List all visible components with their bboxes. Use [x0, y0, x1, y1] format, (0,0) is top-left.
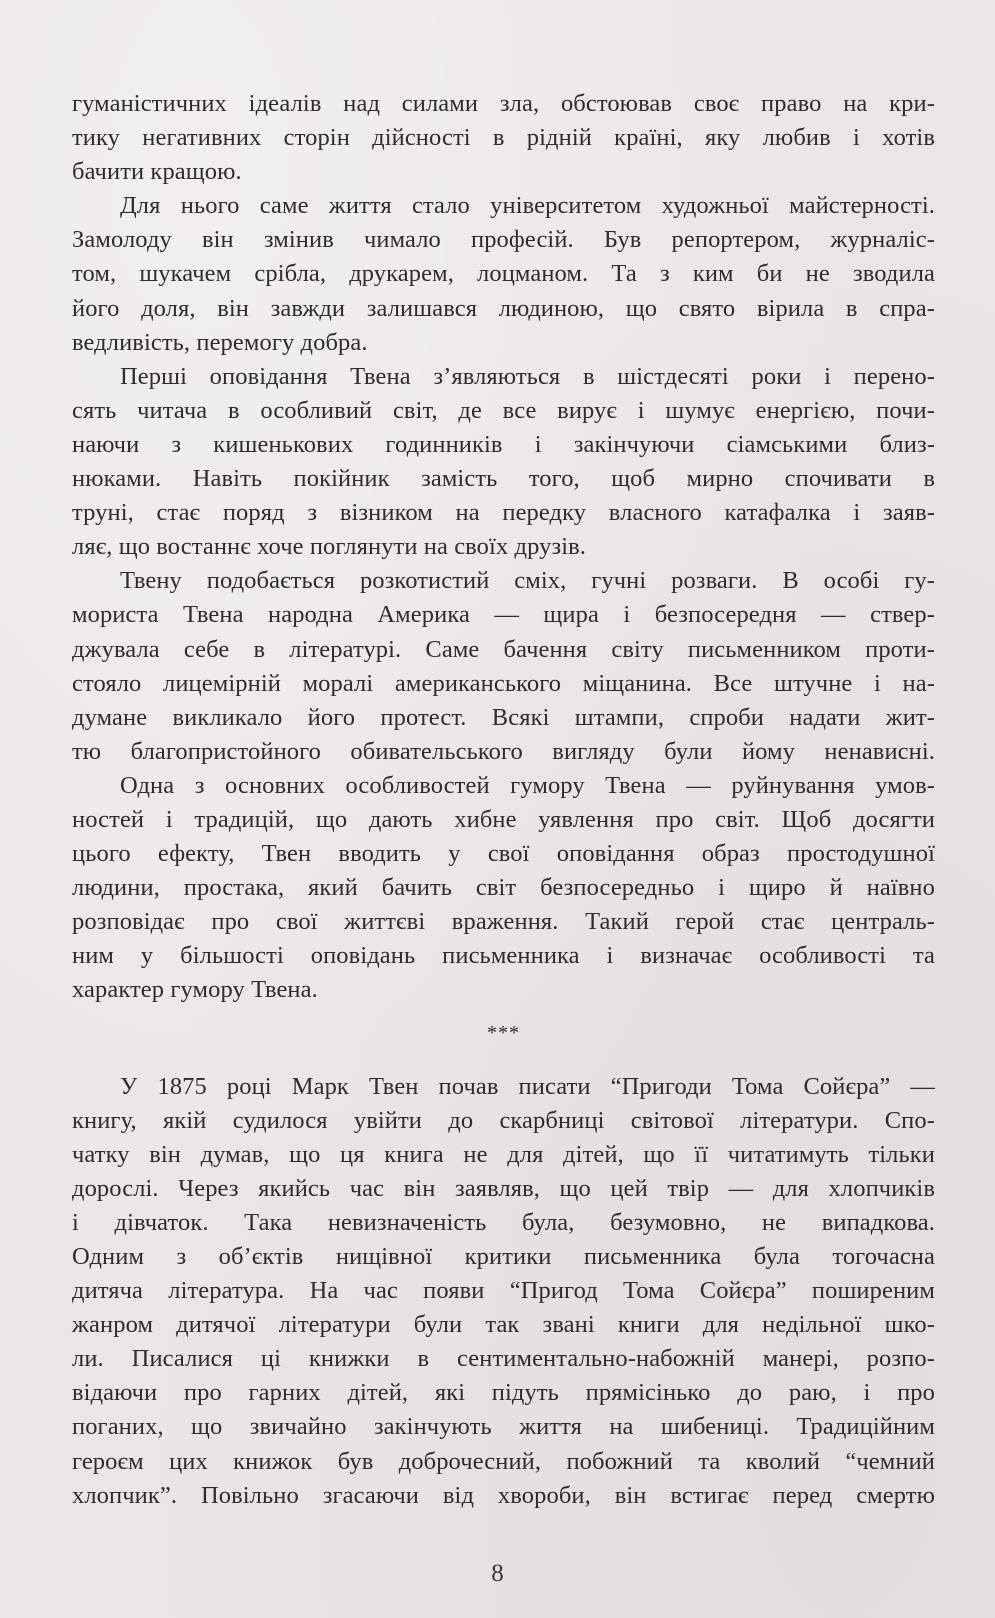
- text-line: Замолоду він змінив чимало професій. Був репортером, журналіс-: [72, 226, 935, 254]
- text-line: Перші оповідання Твена з’являються в шістдесяті роки і перено-: [120, 362, 935, 390]
- text-line: його доля, він завжди залишався людиною, що свято вірила в спра-: [72, 294, 935, 322]
- text-line: У 1875 році Марк Твен почав писати “Пригоди Тома Сойєра” —: [120, 1072, 935, 1100]
- text-line: тю благопристойного обивательського вигляду були йому ненависні.: [72, 737, 935, 765]
- text-line: труні, стає поряд з візником на передку власного катафалка і заяв-: [72, 499, 935, 527]
- text-line: дитяча література. На час появи “Пригод Тома Сойєра” поширеним: [72, 1277, 935, 1305]
- text-line: книгу, якій судилося увійти до скарбниці світової літератури. Спо-: [72, 1106, 935, 1134]
- text-line: тику негативних сторін дійсності в рідній країні, яку любив і хотів: [72, 124, 935, 152]
- text-line: ведливість, перемогу добра.: [72, 328, 368, 356]
- paragraph: [72, 564, 935, 769]
- page-number: 8: [491, 1560, 504, 1587]
- text-line: том, шукачем срібла, друкарем, лоцманом. Та з ким би не зводила: [72, 260, 935, 288]
- text-line: дорослі. Через якийсь час він заявляв, що цей твір — для хлопчиків: [72, 1174, 935, 1202]
- text-line: характер гумору Твена.: [72, 976, 318, 1004]
- text-line: чатку він думав, що ця книга не для дітей, що її читатимуть тільки: [72, 1140, 935, 1168]
- text-line: хлопчик”. Повільно згасаючи від хвороби, він встигає перед смертю: [72, 1481, 935, 1509]
- text-line: мориста Твена народна Америка — щира і безпосередня — ствер-: [72, 601, 935, 629]
- text-line: сять читача в особливий світ, де все вирує і шумує енергією, почи-: [72, 396, 935, 424]
- paragraph: [72, 189, 935, 359]
- spacer: [72, 1060, 935, 1070]
- text-line: поганих, що звичайно закінчують життя на шибениці. Традиційним: [72, 1413, 935, 1441]
- text-line: Твену подобається розкотистий сміх, гучні розваги. В особі гу-: [120, 567, 935, 595]
- section-separator: ***: [487, 1021, 520, 1044]
- text-line: джувала себе в літературі. Саме бачення світу письменником проти-: [72, 635, 935, 663]
- paragraph: [72, 360, 935, 565]
- text-line: розповідає про свої життєві враження. Такий герой стає централь-: [72, 908, 935, 936]
- paragraph: [72, 87, 935, 189]
- text-line: ностей і традицій, що дають хибне уявлення про світ. Щоб досягти: [72, 805, 935, 833]
- text-line: і дівчаток. Така невизначеність була, безумовно, не випадкова.: [72, 1208, 935, 1236]
- text-line: Одна з основних особливостей гумору Твена — руйнування умов-: [120, 771, 935, 799]
- text-line: Для нього саме життя стало університетом художньої майстерності.: [120, 192, 935, 220]
- text-line: ним у більшості оповідань письменника і визначає особливості та: [72, 942, 935, 970]
- text-line: нюками. Навіть покійник замість того, щоб мирно спочивати в: [72, 465, 935, 493]
- text-line: жанром дитячої літератури були так звані книги для недільної шко-: [72, 1311, 935, 1339]
- paragraph: [72, 1070, 935, 1513]
- text-line: гуманістичних ідеалів над силами зла, обстоював своє право на кри-: [72, 90, 935, 117]
- text-line: стояло лицемірній моралі американського міщанина. Все штучне і на-: [72, 669, 935, 697]
- text-line: людини, простака, який бачить світ безпосередньо і щиро й наївно: [72, 874, 935, 902]
- text-line: ли. Писалися ці книжки в сентиментально-набожній манері, розпо-: [72, 1345, 935, 1373]
- paragraph: [72, 769, 935, 1008]
- text-line: бачити кращою.: [72, 158, 242, 186]
- text-line: думане викликало його протест. Всякі штампи, спроби надати жит-: [72, 703, 935, 731]
- text-line: відаючи про гарних дітей, які підуть прямісінько до раю, і про: [72, 1379, 935, 1407]
- page-body: [72, 87, 935, 1513]
- text-line: наючи з кишенькових годинників і закінчуючи сіамськими близ-: [72, 430, 935, 458]
- text-line: ляє, що востаннє хоче поглянути на своїх друзів.: [72, 533, 587, 561]
- text-line: героєм цих книжок був доброчесний, побожний та кволий “чемний: [72, 1447, 935, 1475]
- text-line: цього ефекту, Твен вводить у свої оповідання образ простодушної: [72, 840, 935, 868]
- text-line: Одним з об’єктів нищівної критики письменника була тогочасна: [72, 1243, 935, 1270]
